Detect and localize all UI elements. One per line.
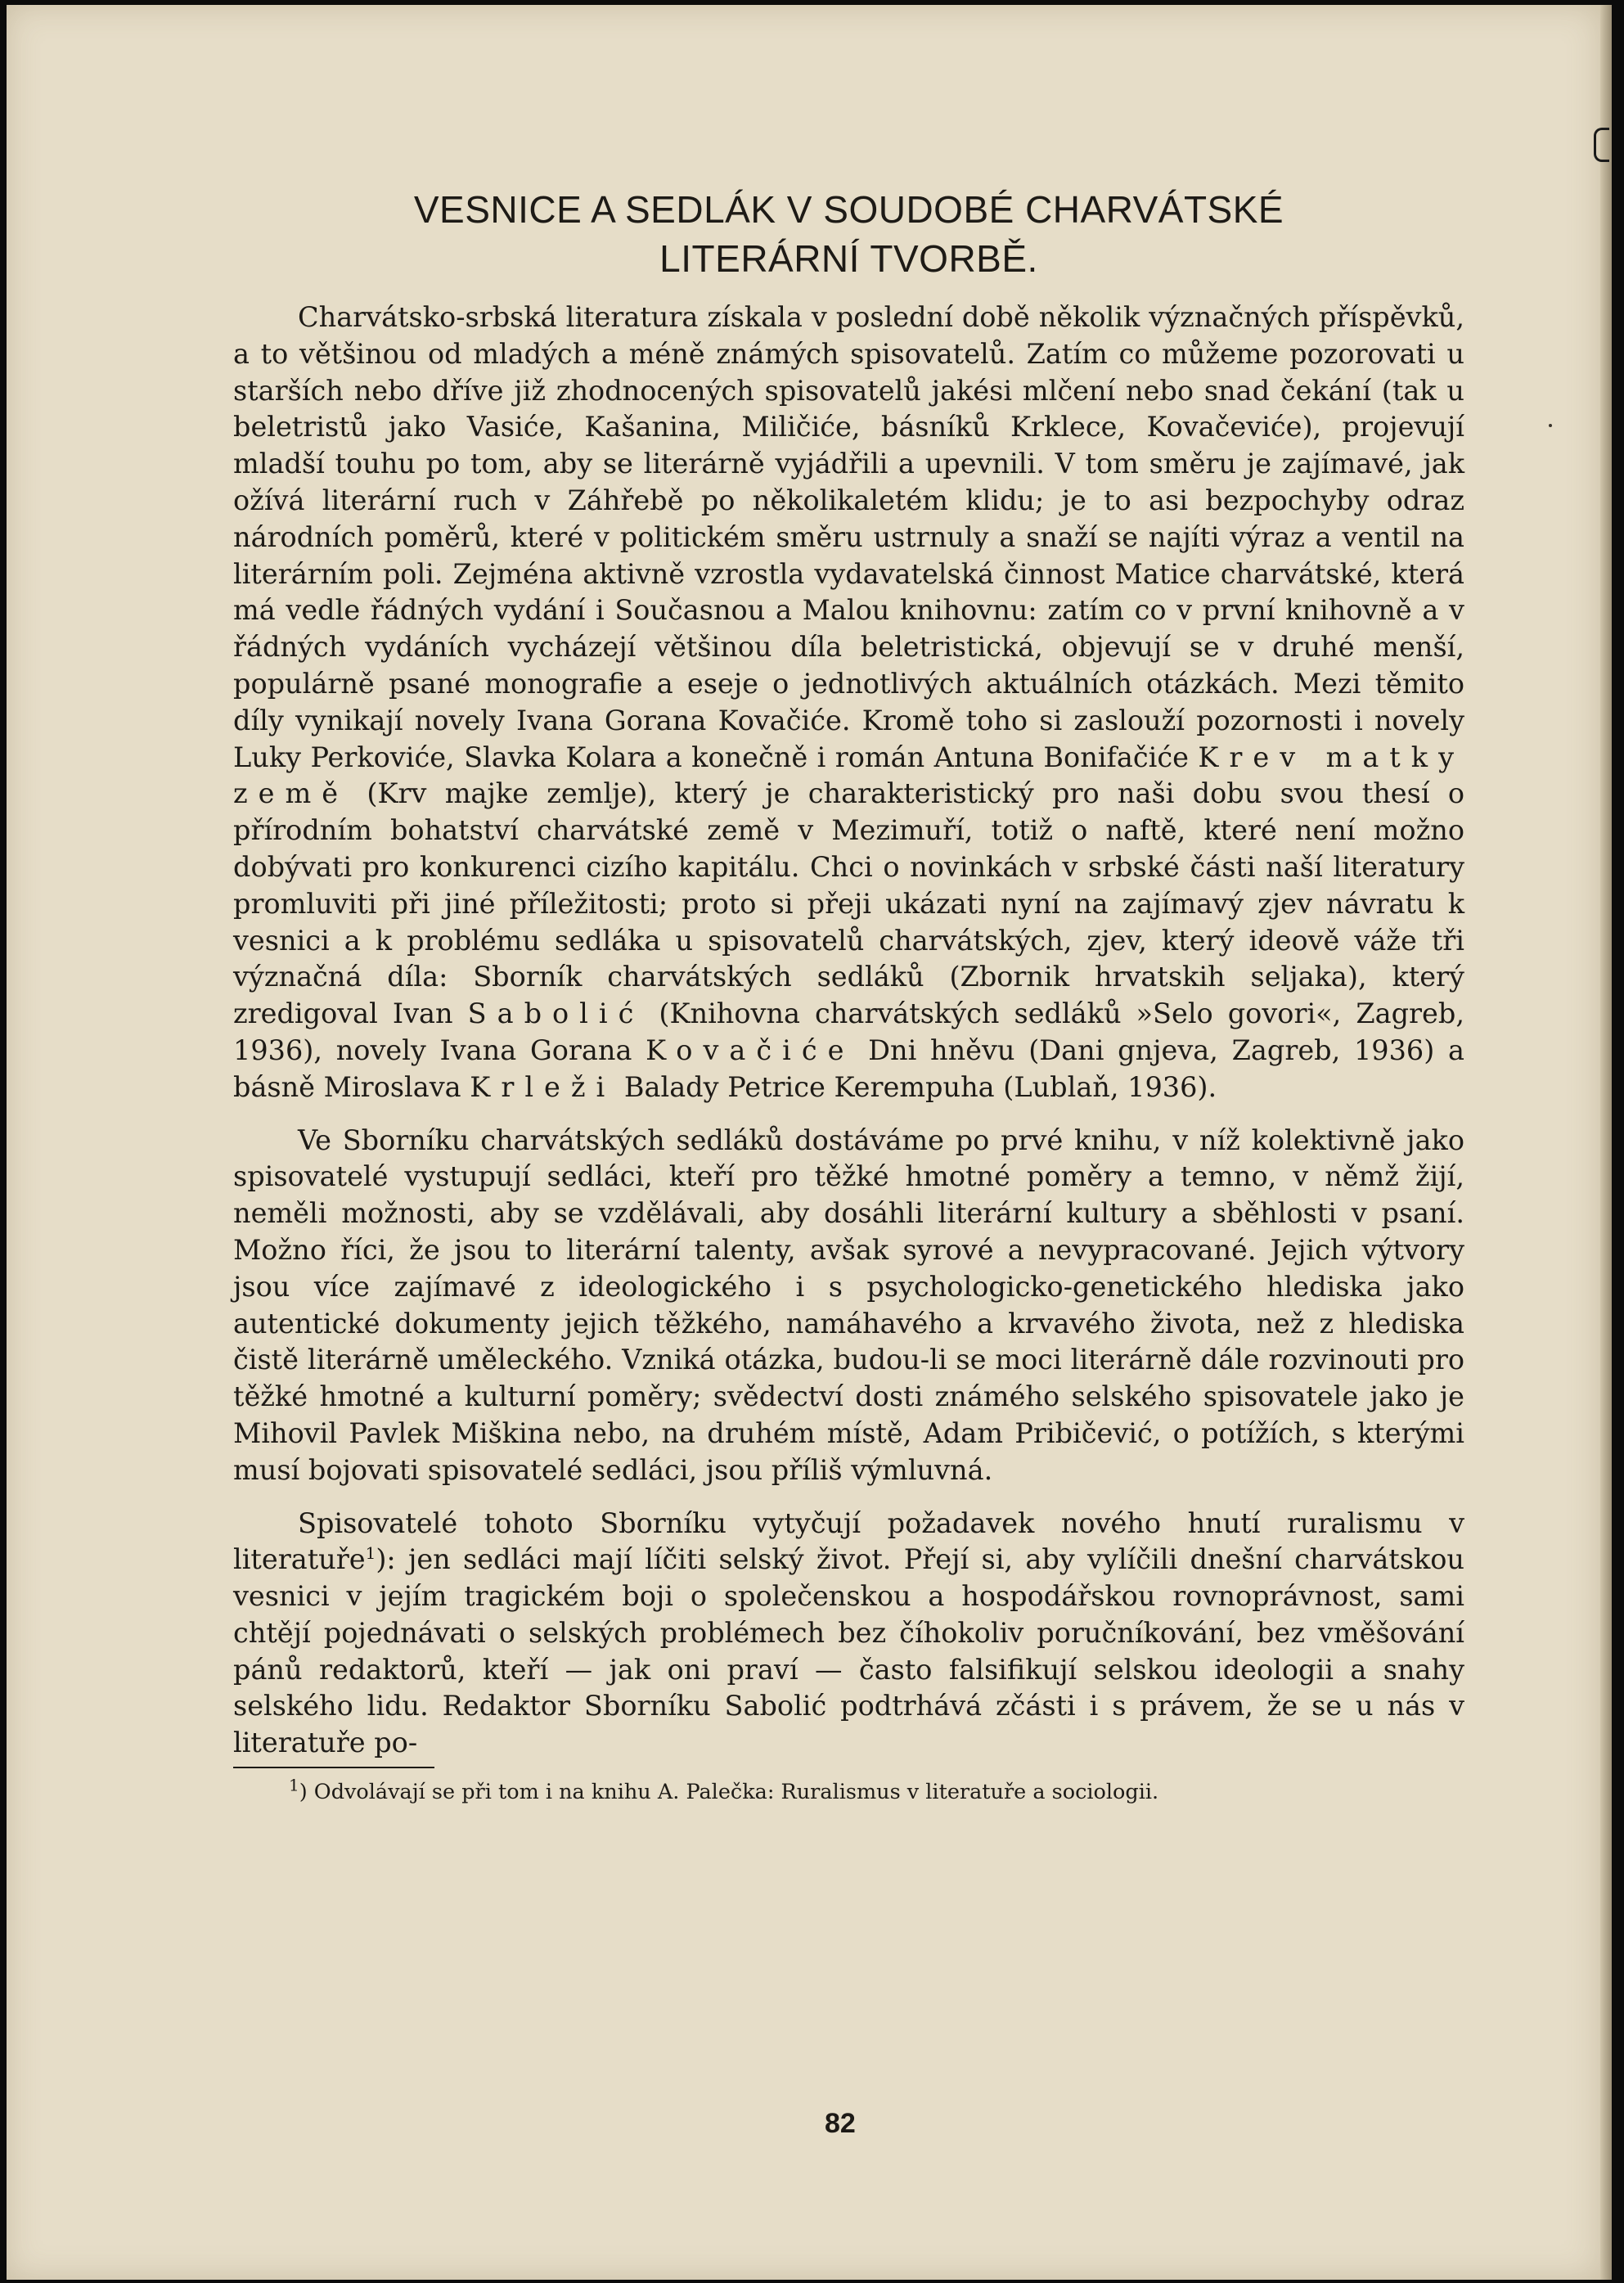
book-page (7, 5, 1600, 2280)
title-line-1: VESNICE A SEDLÁK V SOUDOBÉ CHARVÁTSKÉ (413, 188, 1284, 231)
page-content (233, 185, 1464, 1806)
paragraph-1-text-d: Dni hněvu (Dani gnjeva, Zagreb, 1936) a básně Miroslava (233, 1033, 1465, 1103)
title-line-2: LITERÁRNÍ TVORBĚ. (659, 237, 1038, 280)
paragraph-3 (233, 1506, 1464, 1763)
page-number: 82 (825, 2108, 856, 2139)
author-name-krlezi: Krleži (470, 1070, 616, 1103)
paragraph-2: Ve Sborníku charvátských sedláků dostáváme po prvé knihu, v níž kolektivně jako spisovatelé vystupují sedláci, kteří pro těžké hmotné poměry a temno, v němž žijí, neměli možnosti, aby se vzdělávali, aby dosáhli literární kultury a sběhlosti v psaní. Možno říci, že jsou to literární talenty, avšak syrové a nevypracované. Jejich výtvory jsou více zajímavé z ideologického i s psychologicko-genetického hlediska jako autentické dokumenty jejich těžkého, namáhavého a krvavého života, než z hlediska čistě literárně uměleckého. Vzniká otázka, budou-li se moci literárně dále rozvinouti pro těžké hmotné a kulturní poměry; svědectví dosti známého selského spisovatele jako je Mihovil Pavlek Miškina nebo, na druhém místě, Adam Pribičević, o potížích, s kterými musí bojovati spisovatelé sedláci, jsou příliš výmluvná. (233, 1123, 1464, 1486)
page-edge (1600, 5, 1612, 2280)
paragraph-1-text-c: (Knihovna charvátských sedláků »Selo govori«, Zagreb, 1936), novely Ivana Gorana (233, 997, 1464, 1066)
author-name-kovacice: Kovačiće (646, 1033, 855, 1066)
footnote-divider (233, 1767, 434, 1768)
paragraph-1 (233, 299, 1464, 1106)
binding-mark (1594, 128, 1609, 162)
footnote-marker: 1 (289, 1775, 299, 1795)
book-title-krev-matky-zeme: Krev matky země (233, 741, 1464, 810)
paragraph-1-text-a: Charvátsko-srbská literatura získala v poslední době několik význačných příspěvků, a to většinou od mladých a méně známých spisovatelů. Zatím co můžeme pozorovati u starších nebo dříve již zhodnocených spisovatelů jakési mlčení nebo snad čekání (tak u beletristů jako Vasiće, Kašanina, Miličiće, básníků Krklece, Kovačeviće), projevují mladší touhu po tom, aby se literárně vyjádřili a upevnili. V tom směru je zajímavé, jak ožívá literární ruch v Záhřebě po několikaletém klidu; je to asi bezpochyby odraz národních poměrů, které v politickém směru ustrnuly a snaží se najíti výraz a ventil na literárním poli. Zejména aktivně vzrostla vydavatelská činnost Matice charvátské, která má vedle řádných vydání i Současnou a Malou knihovnu: zatím co v první knihovně a v řádných vydáních vycházejí většinou díla beletristická, objevují se v druhé menší, populárně psané monografie a eseje o jednotlivých aktuálních otázkách. Mezi těmito díly vynikají novely Ivana Gorana Kovačiće. Kromě toho si zaslouží pozornosti i novely Luky Perkoviće, Slavka Kolara a konečně i román Antuna Bonifačiće (233, 301, 1464, 773)
author-name-sabolic: Sabolić (467, 997, 645, 1030)
article-title (233, 185, 1464, 283)
paper-speck (1549, 424, 1552, 427)
footnote-reference: 1 (365, 1543, 376, 1564)
paragraph-3-text-b: ): jen sedláci mají líčiti selský život. Přejí si, aby vylíčili dnešní charvátskou vesnici v jejím tragickém boji o společenskou a hospodářskou rovnoprávnost, sami chtějí pojednávati o selských problémech bez číhokoliv poručníkování, bez vměšování pánů redaktorů, kteří — jak oni praví — často falsifikují selskou ideologii a snahy selského lidu. Redaktor Sborníku Sabolić podtrhává zčásti i s právem, že se u nás v literatuře po- (233, 1543, 1464, 1759)
footnote-text: ) Odvolávají se při tom i na knihu A. Palečka: Ruralismus v literatuře a sociologii. (299, 1780, 1159, 1805)
paragraph-1-text-b: (Krv majke zemlje), který je charakteristický pro naši dobu svou thesí o přírodním bohatství charvátské země v Mezimuří, totiž o naftě, které není možno dobývati pro konkurenci cizího kapitálu. Chci o novinkách v srbské části naší literatury promluviti při jiné příležitosti; proto si přeji ukázati nyní na zajímavý zjev návratu k vesnici a k problému sedláka u spisovatelů charvátských, zjev, který ideově váže tři význačná díla: Sborník charvátských sedláků (Zbornik hrvatskih seljaka), který zredigoval Ivan (233, 777, 1464, 1030)
footnote (233, 1775, 1464, 1806)
paragraph-1-text-e: Balady Petrice Kerempuha (Lublaň, 1936). (623, 1070, 1217, 1103)
paragraph-3-text-a: Spisovatelé tohoto Sborníku vytyčují požadavek nového hnutí ruralismu v literatuře (233, 1506, 1464, 1576)
